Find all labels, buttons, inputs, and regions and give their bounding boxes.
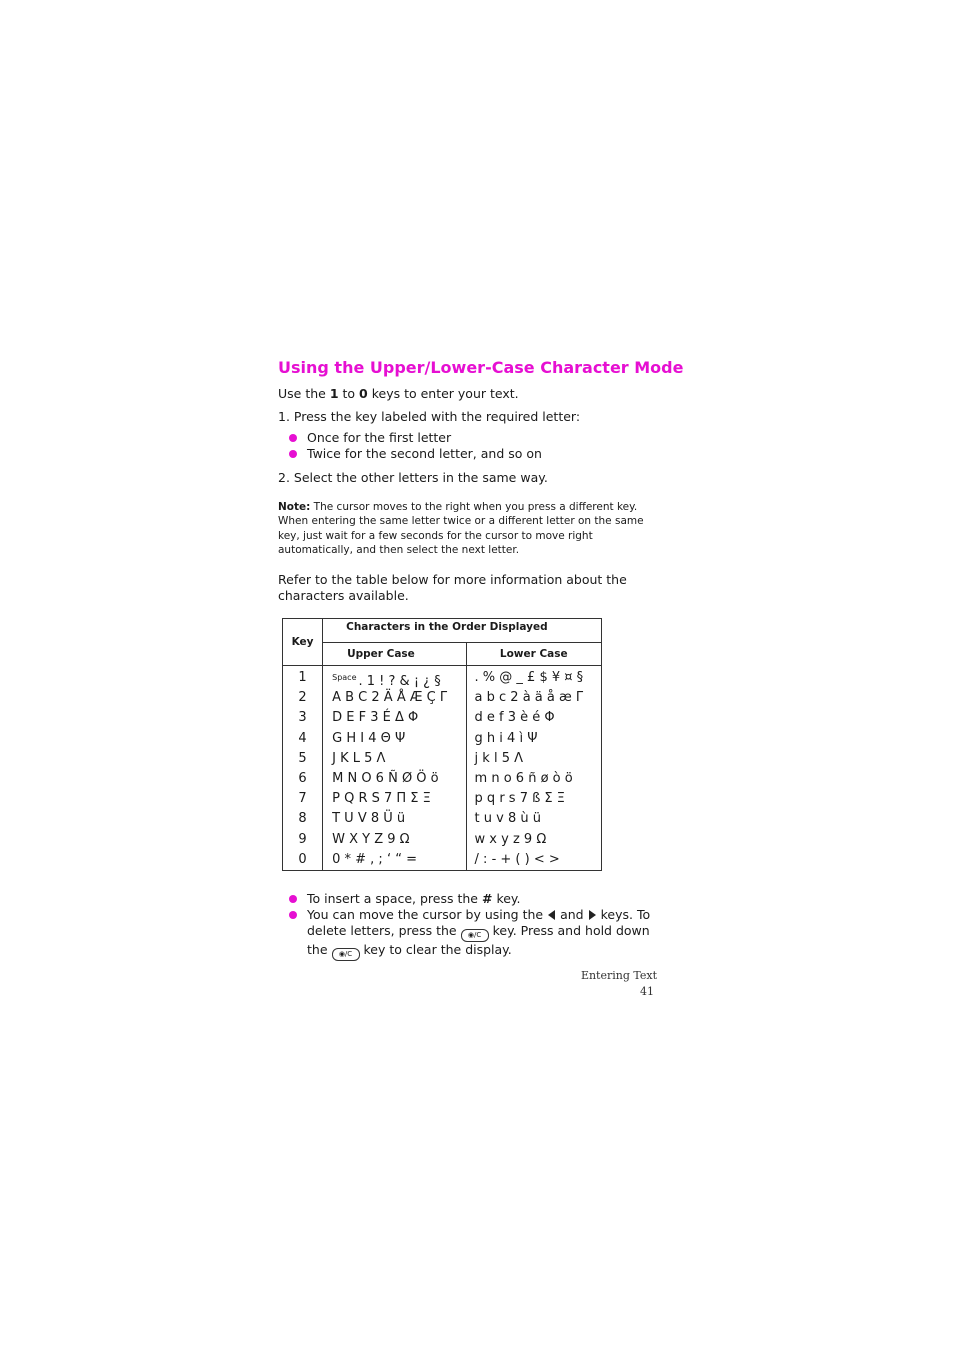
bullet-icon (289, 895, 297, 903)
intro-pre: Use the (278, 386, 330, 401)
header-upper-case: Upper Case (323, 643, 466, 666)
cursor-line3-pre: the (307, 942, 328, 957)
header-lower-case: Lower Case (466, 643, 601, 666)
space-instruction-post: key. (492, 891, 521, 906)
intro-paragraph (278, 386, 519, 402)
cursor-line1-and: and (560, 907, 584, 922)
key-cell: 7 (298, 791, 307, 807)
key-cell: 1 (298, 670, 307, 685)
key-cell: 6 (298, 770, 307, 786)
cursor-line1-post: keys. To (600, 907, 651, 922)
refer-paragraph (278, 572, 627, 604)
key-column (283, 666, 323, 871)
footer-section: Entering Text (580, 969, 657, 982)
bullet-icon (289, 434, 297, 442)
step-1: 1. Press the key labeled with the required letter: (278, 409, 581, 424)
intro-key-1: 1 (329, 386, 339, 401)
lower-cell: a b c 2 à ä å æ Γ (474, 690, 584, 706)
space-instruction (307, 891, 521, 907)
note-line: automatically, and then select the next letter. (278, 543, 520, 556)
lower-cell: / : - + ( ) < > (474, 851, 560, 867)
right-arrow-icon (589, 910, 596, 920)
clear-key-icon: ◉/C (461, 929, 489, 942)
intro-post: keys to enter your text. (367, 386, 519, 401)
upper-chars: . 1 ! ? & ¡ ¿ § (358, 674, 441, 689)
note-line: The cursor moves to the right when you press a different key. (310, 501, 638, 513)
lower-cell: d e f 3 è é Φ (474, 710, 555, 726)
character-table (282, 618, 602, 871)
bullet-icon (289, 450, 297, 458)
clear-key-icon: ◉/C (332, 948, 360, 961)
cursor-line2-post: key. Press and hold down (492, 923, 650, 938)
upper-cell (323, 668, 465, 688)
upper-cell: P Q R S 7 Π Σ Ξ (332, 791, 431, 807)
cursor-line3-post: key to clear the display. (363, 942, 512, 957)
key-cell: 0 (298, 851, 307, 867)
space-label: Space (332, 673, 357, 682)
upper-case-column (323, 666, 466, 871)
upper-cell: A B C 2 Ä Å Æ Ç Γ (332, 690, 448, 706)
lower-cell: p q r s 7 ß Σ Ξ (474, 791, 565, 807)
step-2: 2. Select the other letters in the same way. (278, 470, 548, 485)
left-arrow-icon (548, 910, 555, 920)
upper-cell: W X Y Z 9 Ω (332, 831, 410, 847)
lower-case-column (466, 666, 601, 871)
header-key: Key (283, 619, 323, 666)
note-block (278, 500, 658, 557)
lower-cell: g h i 4 ì Ψ (474, 730, 538, 746)
key-cell: 2 (298, 690, 307, 706)
cursor-line2-pre: delete letters, press the (307, 923, 457, 938)
intro-key-0: 0 (359, 386, 368, 401)
upper-cell: M N O 6 Ñ Ø Ö ö (332, 770, 439, 786)
page-number: 41 (640, 985, 654, 998)
step1-bullet-1: Once for the first letter (307, 430, 452, 445)
lower-cell: j k l 5 Λ (474, 750, 523, 766)
refer-line: characters available. (278, 588, 409, 603)
intro-mid: to (338, 386, 360, 401)
key-cell: 8 (298, 811, 307, 827)
hash-key-label: # (481, 891, 493, 906)
step1-bullet-2: Twice for the second letter, and so on (307, 446, 542, 461)
lower-cell: . % @ _ £ $ ¥ ¤ § (474, 670, 584, 685)
note-line: When entering the same letter twice or a different letter on the same (278, 515, 644, 528)
lower-cell: t u v 8 ù ü (474, 811, 541, 827)
upper-cell: D E F 3 É Δ Φ (332, 710, 419, 726)
bullet-icon (289, 911, 297, 919)
space-instruction-pre: To insert a space, press the (307, 891, 482, 906)
key-cell: 4 (298, 730, 307, 746)
upper-cell: 0 * # , ; ‘ “ = (332, 851, 417, 867)
key-cell: 9 (298, 831, 307, 847)
key-cell: 5 (298, 750, 307, 766)
header-characters: Characters in the Order Displayed (323, 619, 602, 643)
upper-cell: J K L 5 Λ (332, 750, 386, 766)
lower-cell: w x y z 9 Ω (474, 831, 547, 847)
upper-cell: G H I 4 Θ Ψ (332, 730, 406, 746)
note-line: key, just wait for a few seconds for the cursor to move right (278, 529, 593, 542)
upper-cell: T U V 8 Ü ü (332, 811, 406, 827)
cursor-line1-pre: You can move the cursor by using the (307, 907, 544, 922)
key-cell: 3 (298, 710, 307, 726)
note-label: Note: (278, 501, 311, 513)
cursor-instruction (307, 907, 650, 961)
page-title: Using the Upper/Lower-Case Character Mode (278, 358, 684, 377)
refer-line: Refer to the table below for more information about the (278, 572, 627, 587)
lower-cell: m n o 6 ñ ø ò ö (474, 770, 573, 786)
